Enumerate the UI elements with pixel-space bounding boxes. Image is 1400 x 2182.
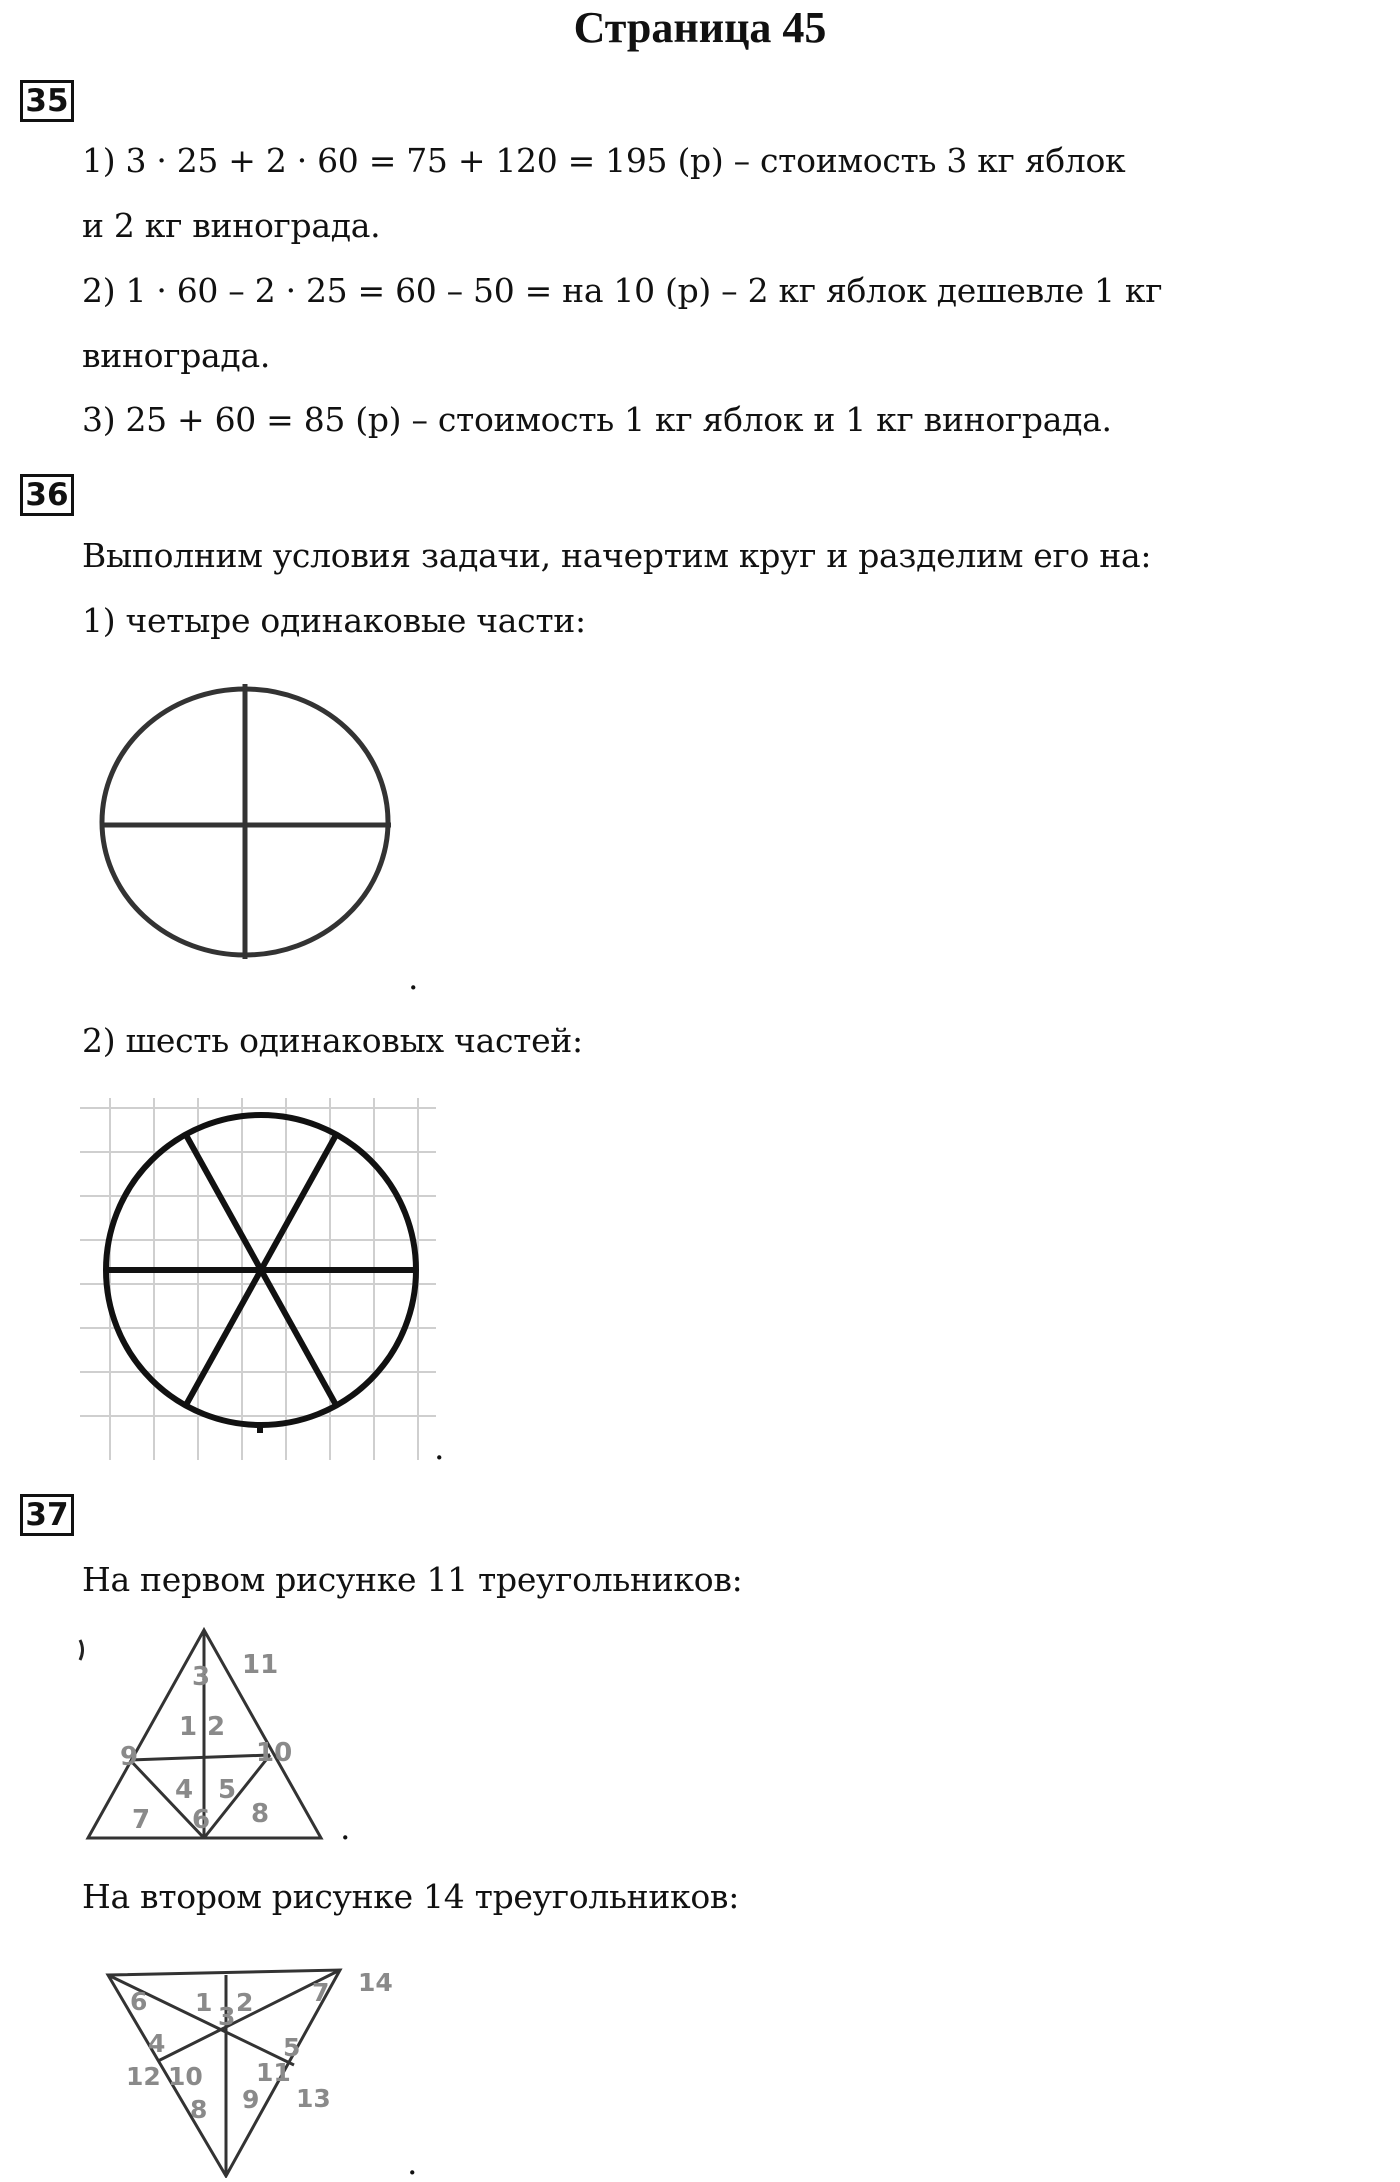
figure-label: 5 <box>218 1775 237 1805</box>
task35-line-2: и 2 кг винограда. <box>82 206 381 245</box>
figure-period: . <box>340 1808 351 1847</box>
figure-label: 1 <box>195 1988 213 2017</box>
task37-text2: На втором рисунке 14 треугольников: <box>82 1877 740 1916</box>
figure-label: 7 <box>312 1978 330 2007</box>
figure-label: 10 <box>168 2062 203 2091</box>
figure-label: 3 <box>192 1662 211 1692</box>
task-number-36: 36 <box>20 474 74 516</box>
figure-label: 2 <box>236 1988 254 2017</box>
figure-label: 9 <box>120 1742 139 1772</box>
circle-four-parts-figure <box>98 684 398 964</box>
task-number-37: 37 <box>20 1494 74 1536</box>
figure-label: 1 <box>179 1712 198 1742</box>
task36-intro: Выполним условия задачи, начертим круг и разделим его на: <box>82 536 1152 575</box>
task-number-35: 35 <box>20 80 74 122</box>
task36-part1: 1) четыре одинаковые части: <box>82 601 586 640</box>
task36-part2: 2) шесть одинаковых частей: <box>82 1021 583 1060</box>
figure-label: 8 <box>190 2095 208 2124</box>
figure-label: 10 <box>256 1738 293 1768</box>
figure-label: 11 <box>242 1650 279 1680</box>
figure-label: 6 <box>192 1805 211 1835</box>
figure-label: 5 <box>283 2033 301 2062</box>
task35-line-3: 2) 1 · 60 – 2 · 25 = 60 – 50 = на 10 (р) – 2 кг яблок дешевле 1 кг <box>82 271 1163 310</box>
figure-period: . <box>408 958 419 997</box>
task35-line-1: 1) 3 · 25 + 2 · 60 = 75 + 120 = 195 (р) – стоимость 3 кг яблок <box>82 141 1126 180</box>
task35-line-5: 3) 25 + 60 = 85 (р) – стоимость 1 кг яблок и 1 кг винограда. <box>82 400 1112 439</box>
circle-six-parts-figure <box>80 1098 442 1462</box>
figure-label: 9 <box>242 2085 260 2114</box>
figure-label: 7 <box>132 1805 151 1835</box>
page-title: Страница 45 <box>573 3 827 52</box>
figure-label: 14 <box>358 1968 393 1997</box>
triangle-figure-14 <box>78 1955 408 2178</box>
figure-period: . <box>434 1428 445 1467</box>
figure-period: . <box>407 2143 418 2182</box>
figure-label: 2 <box>207 1712 226 1742</box>
figure-label: 11 <box>256 2058 291 2087</box>
task37-text1: На первом рисунке 11 треугольников: <box>82 1560 743 1599</box>
figure-label: 4 <box>175 1775 194 1805</box>
figure-label: 12 <box>126 2062 161 2091</box>
figure-label: 8 <box>251 1799 270 1829</box>
figure-label: 4 <box>148 2029 166 2058</box>
task35-line-4: винограда. <box>82 336 271 375</box>
triangle-figure-11 <box>78 1625 348 1850</box>
figure-label: 6 <box>130 1987 148 2016</box>
figure-label: 3 <box>218 2002 236 2031</box>
figure-label: 13 <box>296 2084 331 2113</box>
